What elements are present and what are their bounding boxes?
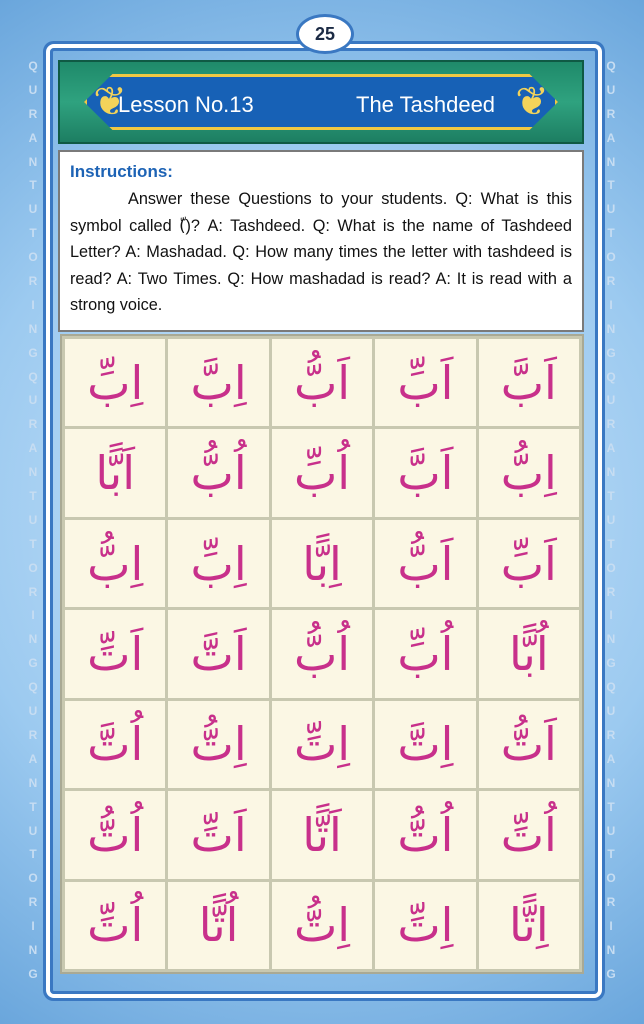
arabic-letter: اِبِّ (190, 536, 247, 591)
letter-cell (272, 701, 372, 788)
letter-cell (375, 520, 475, 607)
letter-grid (60, 334, 584, 974)
lesson-topic: The Tashdeed (356, 92, 496, 117)
arabic-letter: اَتًّا (302, 807, 342, 862)
letter-cell (65, 701, 165, 788)
arabic-letter: اُتُّ (397, 807, 454, 862)
letter-cell (479, 429, 579, 516)
arabic-letter: اِبَّ (190, 355, 247, 410)
arabic-letter: اَتِّ (87, 626, 144, 681)
letter-cell (375, 701, 475, 788)
arabic-letter: اَتَّ (190, 626, 247, 681)
side-strip-left: Q U R A N T U T O R I N G Q U R A N T U T O R I N G Q U R A N T U T O R I N G (28, 59, 38, 981)
arabic-letter: اُبِّ (397, 626, 454, 681)
letter-cell (65, 429, 165, 516)
letter-cell (168, 791, 268, 878)
arabic-letter: اَبِّ (397, 355, 454, 410)
letter-cell (479, 610, 579, 697)
arabic-letter: اَبُّ (293, 355, 351, 410)
letter-cell (168, 429, 268, 516)
arabic-letter: اِتُّ (190, 717, 247, 772)
letter-cell (375, 429, 475, 516)
letter-cell (272, 520, 372, 607)
letter-cell (272, 429, 372, 516)
letter-cell (375, 339, 475, 426)
arabic-letter: اُبًّا (509, 626, 549, 681)
arabic-letter: اِبُّ (500, 446, 557, 501)
arabic-letter: اَبَّ (397, 446, 454, 501)
arabic-letter: اُتِّ (500, 807, 557, 862)
letter-cell (479, 791, 579, 878)
arabic-letter: اِتُّ (293, 898, 351, 953)
floral-ornament-icon: ❦ (93, 80, 127, 124)
arabic-letter: اَتُّ (500, 717, 557, 772)
letter-cell (375, 610, 475, 697)
instructions-heading: Instructions: (70, 162, 173, 181)
letter-cell (65, 791, 165, 878)
arabic-letter: اَبَّ (500, 355, 557, 410)
letter-cell (272, 339, 372, 426)
letter-cell (375, 882, 475, 969)
letter-cell (272, 610, 372, 697)
letter-cell (168, 339, 268, 426)
arabic-letter: اَتِّ (190, 807, 247, 862)
arabic-letter: اَبُّ (397, 536, 454, 591)
letter-cell (168, 701, 268, 788)
instructions-box (58, 150, 584, 332)
arabic-letter: اَبًّا (95, 446, 135, 501)
letter-cell (168, 882, 268, 969)
arabic-letter: اُبُّ (190, 446, 247, 501)
arabic-letter: اِتِّ (397, 898, 454, 953)
arabic-letter: اِبِّ (87, 355, 144, 410)
arabic-letter: اُبُّ (293, 626, 351, 681)
letter-cell (375, 791, 475, 878)
letter-cell (168, 520, 268, 607)
letter-cell (479, 520, 579, 607)
arabic-letter: اُتُّ (87, 807, 144, 862)
arabic-letter: اُتِّ (87, 898, 144, 953)
letter-cell (272, 882, 372, 969)
letter-cell (479, 701, 579, 788)
arabic-letter: اِتَّ (397, 717, 454, 772)
arabic-letter: اِبًّا (302, 536, 342, 591)
instructions-text: Answer these Questions to your students. Q: What is this symbol called (ّ)? A: Tashdeed. Q: What is the name of Tashdeed Letter? A: Mashadad. Q: How many times the letter with tashdeed is read? A: Two Times. Q: How mashadad is read? A: It is read with a strong voice. (70, 190, 572, 314)
arabic-letter: اُتَّ (87, 717, 144, 772)
page-number: 25 (296, 14, 354, 54)
floral-ornament-icon: ❦ (515, 80, 549, 124)
letter-cell (272, 791, 372, 878)
letter-cell (479, 339, 579, 426)
letter-cell (168, 610, 268, 697)
letter-cell (65, 520, 165, 607)
letter-cell (479, 882, 579, 969)
lesson-number: Lesson No.13 (118, 92, 254, 117)
arabic-letter: اُتًّا (198, 898, 239, 953)
arabic-letter: اِتِّ (293, 717, 351, 772)
arabic-letter: اِبُّ (87, 536, 144, 591)
letter-cell (65, 610, 165, 697)
arabic-letter: اُبِّ (293, 446, 351, 501)
side-strip-right: Q U R A N T U T O R I N G Q U R A N T U T O R I N G Q U R A N T U T O R I N G (606, 59, 616, 981)
letter-cell (65, 882, 165, 969)
letter-cell (65, 339, 165, 426)
arabic-letter: اَبِّ (500, 536, 557, 591)
arabic-letter: اِتًّا (509, 898, 549, 953)
